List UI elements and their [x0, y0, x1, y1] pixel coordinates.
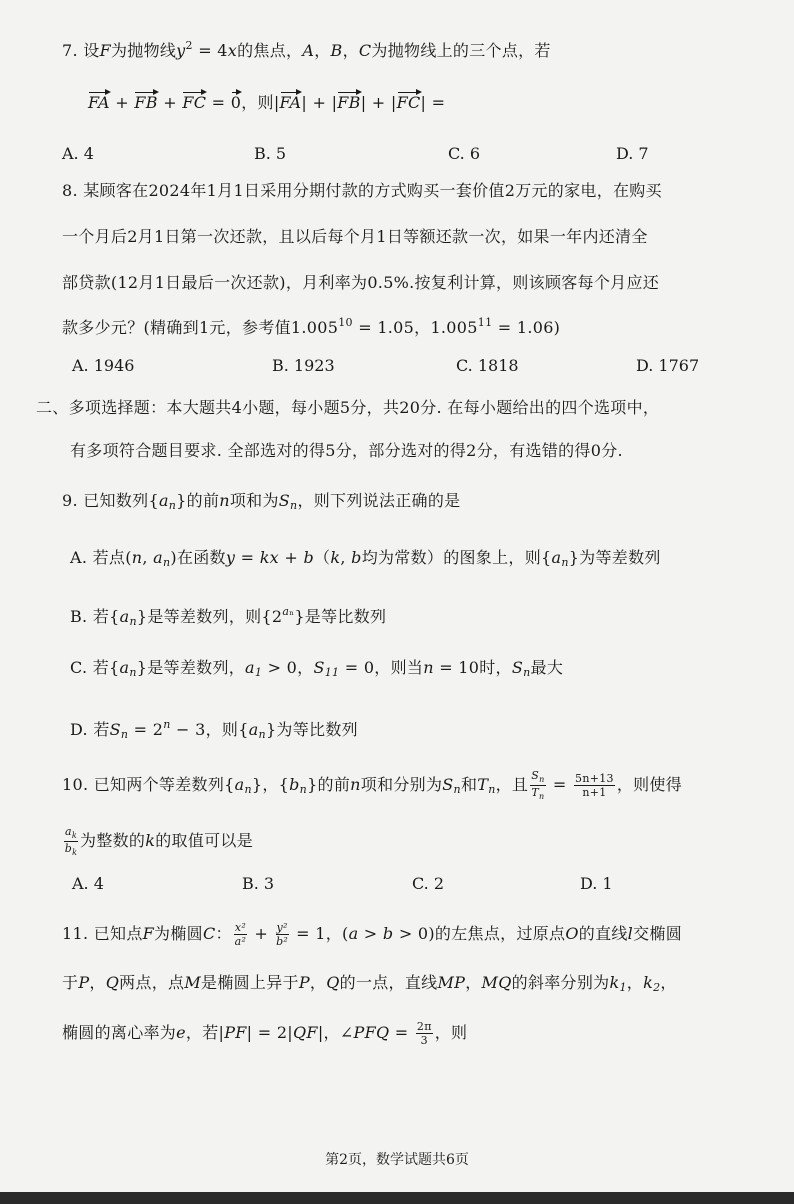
q7-line2: FA + FB + FC = 0，则|FA| + |FB| + |FC| = [88, 93, 446, 112]
q7-option-d: D. 7 [616, 144, 649, 163]
q8-line2: 一个月后2月1日第一次还款，且以后每个月1日等额还款一次，如果一年内还清全 [62, 227, 648, 246]
q8-option-d: D. 1767 [636, 356, 700, 375]
q11-line3: 椭圆的离心率为e，若|PF| = 2|QF|，∠PFQ = $\frac{2\pi}{3}$ ，则 [62, 1020, 468, 1047]
q9-option-c: C. 若$\{a_n\}$是等差数列，$a_1 > 0$，$S_{11} = 0$，则当n = 10时，$S_n$最大 [70, 658, 564, 679]
q10-option-b: B. 3 [242, 874, 275, 893]
q9-option-a: A. 若点(n, $a_n$)在函数y = kx + b（k, b均为常数）的图象上，则$\{a_n\}$为等差数列 [70, 548, 661, 569]
q11-line2: 于P，Q两点，点M是椭圆上异于P，Q的一点，直线MP，MQ的斜率分别为$k_1$，$k_2$， [62, 973, 677, 994]
q7-option-a: A. 4 [62, 144, 94, 163]
section2-line2: 有多项符合题目要求. 全部选对的得5分，部分选对的得2分，有选错的得0分. [70, 441, 623, 460]
scan-edge [0, 1192, 794, 1204]
q8-option-c: C. 1818 [456, 356, 519, 375]
q11-line1: 11. 已知点F为椭圆C： $\frac{\text{x²}}{\text{a²}}$ + $\frac{\text{y²}}{\text{b²}}$ = 1，(a > b > 0)的左焦点，过原点O的直线l交椭圆 [62, 921, 682, 948]
q10-option-c: C. 2 [412, 874, 445, 893]
q8-line3: 部贷款(12月1日最后一次还款)，月利率为0.5%.按复利计算，则该顾客每个月应还 [62, 273, 660, 292]
q7-option-c: C. 6 [448, 144, 481, 163]
q10-line1: 10. 已知两个等差数列$\{a_n\}$，$\{b_n\}$的前n项和分别为$S_n$和$T_n$，且 $\frac{S_n}{T_n}$ = $\frac{5n+13}{n+1}$ ，则使得 [62, 769, 683, 802]
page-footer: 第2页，数学试题共6页 [325, 1152, 469, 1168]
q10-option-a: A. 4 [72, 874, 104, 893]
q10-option-d: D. 1 [580, 874, 613, 893]
q9-stem: 9. 已知数列$\{a_n\}$的前n项和为$S_n$，则下列说法正确的是 [62, 491, 461, 512]
q7-line1: 7. 设F为抛物线$y^2 = 4x$的焦点，A，B，C为抛物线上的三个点，若 [62, 39, 551, 60]
q9-option-d: D. 若$S_n = 2^n - 3$，则$\{a_n\}$为等比数列 [70, 718, 358, 741]
q10-line2: $\frac{a_k}{b_k}$ 为整数的k的取值可以是 [64, 825, 254, 858]
q8-option-a: A. 1946 [72, 356, 135, 375]
q8-line1: 8. 某顾客在2024年1月1日采用分期付款的方式购买一套价值2万元的家电，在购买 [62, 181, 662, 200]
q8-option-b: B. 1923 [272, 356, 335, 375]
section2-line1: 二、多项选择题：本大题共4小题，每小题5分，共20分. 在每小题给出的四个选项中， [36, 398, 660, 417]
q9-option-b: B. 若$\{a_n\}$是等差数列，则$\{2^{a_n}\}$是等比数列 [70, 605, 387, 628]
q7-option-b: B. 5 [254, 144, 287, 163]
q8-line4: 款多少元？(精确到1元，参考值$1.005^{10} = 1.05$，$1.005^{11} = 1.06$) [62, 316, 561, 337]
